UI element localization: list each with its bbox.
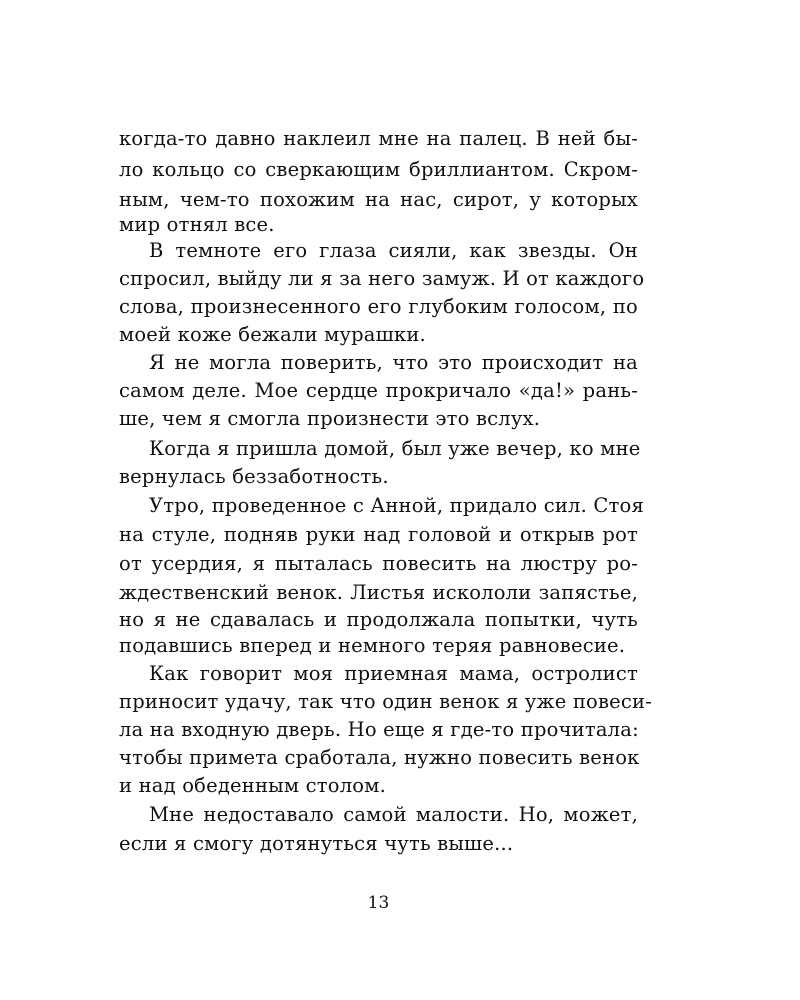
text-line: Утро, проведенное с Анной, придало сил. Стоя — [149, 494, 644, 517]
text-line: приносит удачу, так что один венок я уже повеси- — [119, 690, 652, 713]
page-number: 13 — [367, 893, 390, 913]
text-line: мир отнял все. — [119, 213, 275, 236]
text-line: на стуле, подняв руки над головой и открыв рот — [119, 523, 638, 546]
text-line: вернулась беззаботность. — [119, 465, 389, 488]
text-line: чтобы примета сработала, нужно повесить венок — [119, 746, 640, 769]
text-line: слова, произнесенного его глубоким голосом, по — [119, 295, 638, 318]
text-line: Мне недоставало самой малости. Но, может, — [149, 803, 638, 826]
text-line: ным, чем-то похожим на нас, сирот, у которых — [119, 188, 638, 211]
text-line: ла на входную дверь. Но еще я где-то прочитала: — [119, 718, 639, 741]
text-line: Я не могла поверить, что это происходит на — [149, 351, 638, 374]
text-line: моей коже бежали мурашки. — [119, 323, 426, 346]
text-line: Когда я пришла домой, был уже вечер, ко мне — [149, 437, 641, 460]
text-line: ло кольцо со сверкающим бриллиантом. Скром- — [119, 158, 638, 181]
text-line: подавшись вперед и немного теряя равновесие. — [119, 634, 626, 657]
text-line: спросил, выйду ли я за него замуж. И от каждого — [119, 267, 645, 290]
text-line: и над обеденным столом. — [119, 774, 387, 797]
text-line: когда-то давно наклеил мне на палец. В ней бы- — [119, 127, 638, 150]
text-line: Как говорит моя приемная мама, остролист — [149, 662, 638, 685]
text-line: от усердия, я пыталась повесить на люстру ро- — [119, 552, 638, 575]
text-line: ждественский венок. Листья искололи запястье, — [119, 581, 638, 604]
text-line: ше, чем я смогла произнести это вслух. — [119, 407, 541, 430]
text-line: самом деле. Мое сердце прокричало «да!» рань- — [119, 379, 638, 402]
text-line: но я не сдавалась и продолжала попытки, чуть — [119, 608, 638, 631]
text-line: В темноте его глаза сияли, как звезды. Он — [149, 239, 638, 262]
text-line: если я смогу дотянуться чуть выше... — [119, 832, 514, 855]
